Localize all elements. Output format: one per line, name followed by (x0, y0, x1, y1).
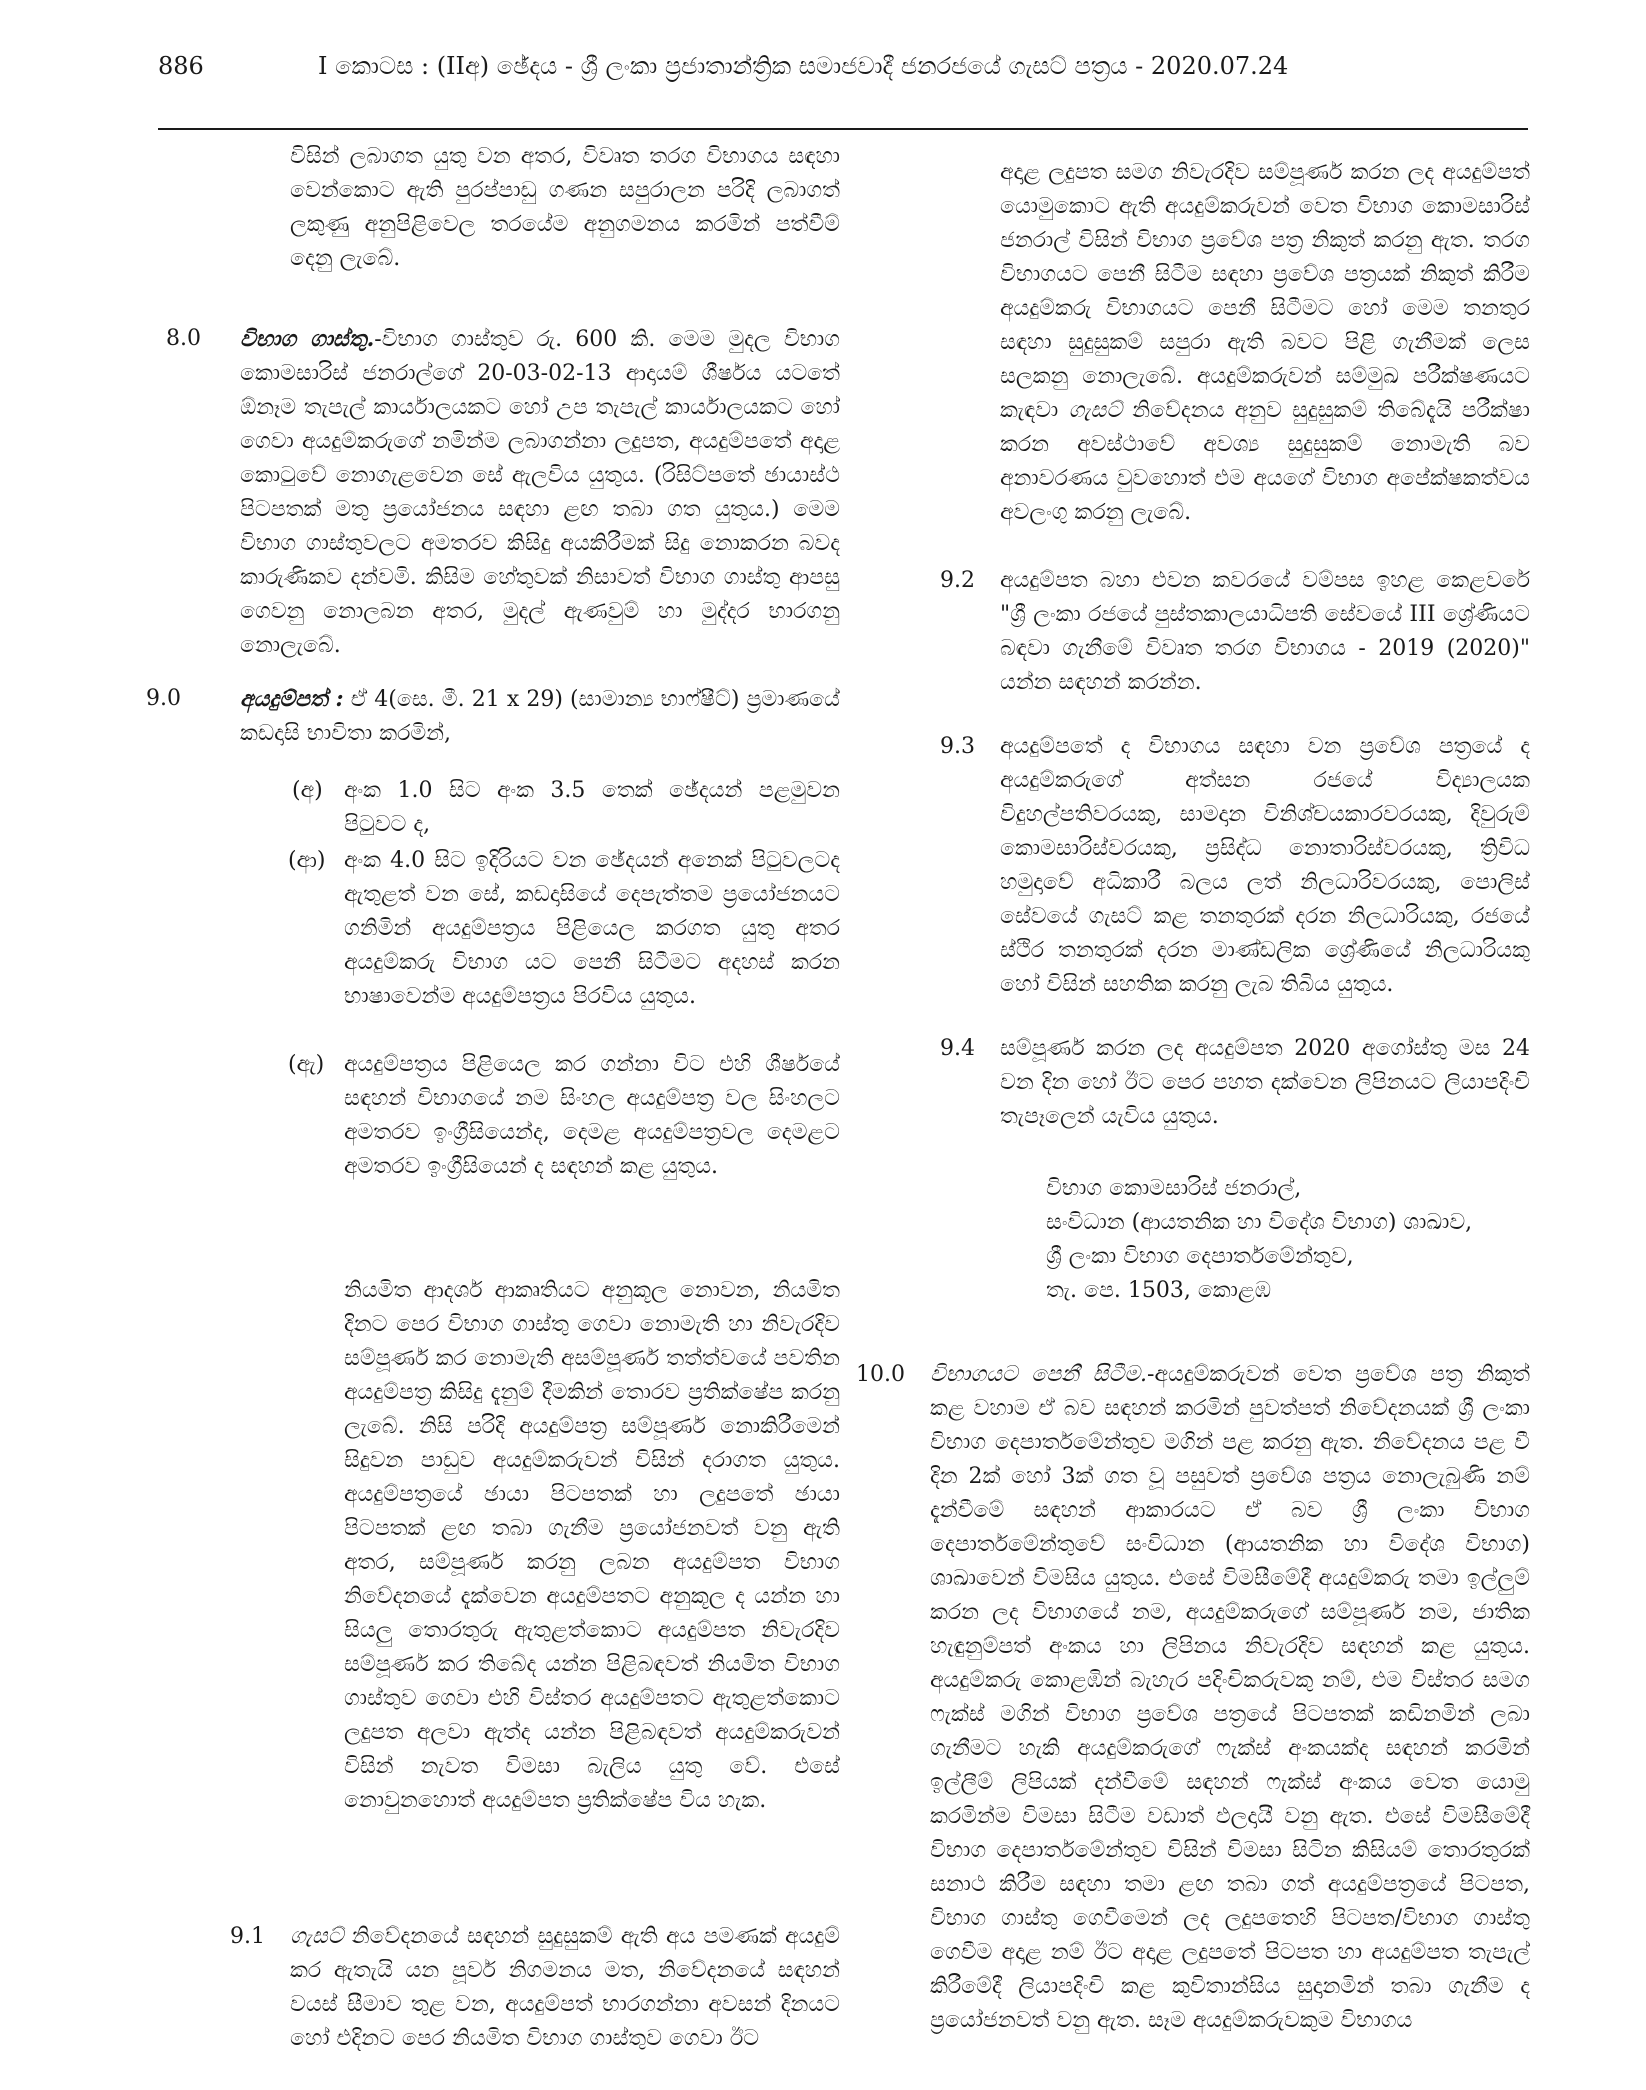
section-9 (146, 682, 840, 750)
section-8-number: 8.0 (166, 326, 201, 351)
section-9-3-number: 9.3 (940, 734, 975, 759)
intro-paragraph: විසින් ලබාගත යුතු වන අතර, විවෘත තරග විභාගය සඳහා වෙන්කොට ඇති පුරප්පාඩු ගණන සපුරාලන පරිදි ලබාගත් ලකුණු අනුපිළිවෙල තරයේම අනුගමනය කරමින් පත්වීම් දෙනු ලැබේ. (290, 144, 840, 271)
address-line-3: ශ්‍රී ලංකා විභාග දෙපාර්තමේන්තුව, (1046, 1244, 1354, 1269)
address-line-1: විභාග කොමසාරිස් ජනරාල්, (1046, 1176, 1302, 1201)
section-9-1-text: නිවේදනයේ සඳහන් සුදුසුකම් ඇති අය පමණක් අයදුම් කර ඇතැයි යන පූර්ව නිගමනය මත, නිවේදනයේ සඳහන් වයස් සීමාව තුළ වන, අයදුම්පත් භාරගන්නා අවසන් දිනයට හෝ එදිනට පෙර නියමිත විභාග ගාස්තුව ගෙවා ඊට (290, 1924, 840, 2051)
section-9-3-text: අයදුම්පතේ ද විභාගය සඳහා වන ප්‍රවේශ පත්‍රයේ ද අයදුම්කරුගේ අත්සන රජයේ විද්‍යාලයක විදුහල්පතිවරයකු, සාමදාන විනිශ්චයකාරවරයකු, දිවුරුම් කොමසාරිස්වරයකු, ප්‍රසිද්ධ නොතාරිස්වරයකු, ත්‍රිවිධ හමුදාවේ අධිකාරී බලය ලත් නිලධාරිවරයකු, පොලිස් සේවයේ ගැසට් කළ තනතුරක් දරන නිලධාරියකු, රජයේ ස්ථිර තනතුරක් දරන මාණ්ඩලික ශ්‍රේණියේ නිලධාරියකු හෝ විසින් සහතික කරනු ලැබ තිබිය යුතුය. (1000, 734, 1530, 997)
section-8-title: විභාග ගාස්තු. (240, 326, 375, 352)
continued-text: අදාළ ලදුපත සමග නිවැරදිව සම්පූර්ණ කරන ලද අයදුම්පත් යොමුකොට ඇති අයදුම්කරුවන් වෙත විභාග කොමසාරිස් ජනරාල් විසින් විභාග ප්‍රවේශ පත්‍ර නිකුත් කරනු ඇත. තරග විභාගයට පෙනී සිටීම සඳහා ප්‍රවේශ පත්‍රයක් නිකුත් කිරීම අයදුම්කරු විභාගයට පෙනී සිටීමට හෝ මෙම තනතුර සඳහා සුදුසුකම් සපුරා ඇති බවට පිළි ගැනීමක් ලෙස සලකනු නොලැබේ. අයදුම්කරුවන් සම්මුඛ පරීක්ෂණයට කැඳවා (1000, 160, 1530, 423)
page-header (158, 44, 1528, 94)
item-ae-label: (ඇ) (288, 1052, 325, 1077)
section-9-4 (860, 1032, 1530, 1134)
section-8 (166, 322, 840, 662)
item-aa-text: අංක 4.0 සිට ඉදිරියට වන ඡේදයන් අනෙක් පිටුවලටද ඇතුළත් වන සේ, කඩදාසියේ දෙපැත්තම ප්‍රයෝජනයට ගනිමින් අයදුම්පත්‍රය පිළියෙල කරගත යුතු අතර අයදුම්කරු විභාග යට පෙනී සිටීමට අදහස් කරන භාෂාවෙන්ම අයදුම්පත්‍රය පිරවිය යුතුය. (344, 848, 840, 1009)
section-9-2 (860, 564, 1530, 700)
section-9-3 (860, 730, 1530, 1002)
item-aa (288, 844, 840, 1048)
item-ae-text: අයදුම්පත්‍රය පිළියෙල කර ගන්නා විට එහි ශීර්ෂයේ සඳහන් විභාගයේ නම සිංහල අයදුම්පත්‍ර වල සිංහලට අමතරව ඉංග්‍රීසියෙන්ද, දෙමළ අයදුම්පත්‍රවල දෙමළට අමතරව ඉංග්‍රීසියෙන් ද සඳහන් කළ යුතුය. (344, 1052, 840, 1179)
item-ae (288, 1048, 840, 1218)
section-9-title: අයදුම්පත් : (240, 686, 344, 712)
section-9-1-body (290, 1920, 840, 2056)
header-rule (158, 128, 1528, 130)
item-a-text: අංක 1.0 සිට අංක 3.5 තෙක් ඡේදයන් පළමුවන පිටුවට ද, (344, 778, 840, 837)
section-9-text: ඒ 4(සෙ. මී. 21 x 29) (සාමාන්‍ය භාෆ්ෂීට්) ප්‍රමාණයේ කඩදාසි භාවිතා කරමින්, (240, 687, 840, 746)
section-10-text: -අයදුම්කරුවන් වෙත ප්‍රවේශ පත්‍ර නිකුත් කළ වහාම ඒ බව සඳහන් කරමින් පුවත්පත් නිවේදනයක් ශ්‍රී ලංකා විභාග දෙපාර්තමේන්තුව මගින් පළ කරනු ඇත. නිවේදනය පළ වී දින 2ක් හෝ 3ක් ගත වූ පසුවත් ප්‍රවේශ පත්‍රය නොලැබුණි නම් දැන්වීමේ සඳහන් ආකාරයට ඒ බව ශ්‍රී ලංකා විභාග දෙපාර්තමේන්තුවේ සංවිධාන (ආයතනික හා විදේශ විභාග) ශාඛාවෙන් විමසිය යුතුය. එසේ විමසීමේදී අයදුම්කරු තමා ඉල්ලුම් කරන ලද විභාගයේ නම, අයදුම්කරුගේ සම්පූර්ණ නම, ජාතික හැඳුනුම්පත් අංකය හා ලිපිනය නිවැරදිව සඳහන් කළ යුතුය. අයදුම්කරු කොළඹින් බැහැර පදිංචිකරුවකු නම්, එම විස්තර සමග ෆැක්ස් මගින් විභාග ප්‍රවේශ පත්‍රයේ පිටපතක් කඩිනමින් ලබා ගැනීමට හැකි අයදුම්කරුගේ ෆැක්ස් අංකයක්ද සඳහන් කරමින් ඉල්ලීම් ලිපියක් දන්වීමේ සඳහන් ෆැක්ස් අංකය වෙත යොමු කරමින්ම විමසා සිටීම වඩාත් ඵලදායී වනු ඇත. එසේ විමසීමේදී විභාග දෙපාර්තමේන්තුව විසින් විමසා සිටින කිසියම් තොරතුරක් සනාථ කිරීම සඳහා තමා ළඟ තබා ගත් අයදුම්පත්‍රයේ පිටපත, විභාග ගාස්තු ගෙවීමෙන් ලද ලදුපතෙහි පිටපත/විභාග ගාස්තු ගෙවීම අදාළ නම් ඊට අදාළ ලදුපතේ පිටපත හා අයදුම්පත තැපැල් කිරීමේදී ලියාපදිංචි කළ කුවිතාන්සිය සුදානමින් තබා ගැනීම ද ප්‍රයෝජනවත් වනු ඇත. සෑම අයදුම්කරුවකුම විභාගය (930, 1362, 1530, 2033)
section-9-body (240, 682, 840, 751)
section-9-2-text: අයදුම්පත බහා එවන කවරයේ වම්පස ඉහළ කෙළවරේ "ශ්‍රී ලංකා රජයේ පුස්තකාලයාධිපති සේවයේ III ශ්‍රේණියට බඳවා ගැනීමේ විවෘත තරග විභාගය - 2019 (2020)" යන්න සඳහන් කරන්න. (1000, 568, 1530, 695)
section-10 (856, 1358, 1530, 2033)
continued-text-2: නිවේදනය අනුව සුදුසුකම් තිබේදැයි පරීක්ෂා කරන අවස්ථාවේ අවශ්‍ය සුදුසුකම් නොමැති බව අනාවරණය වුවහොත් එම අයගේ විභාග අපේක්ෂකත්වය අවලංගු කරනු ලැබේ. (1000, 398, 1530, 525)
continued-paragraph (1000, 156, 1530, 530)
section-9-4-number: 9.4 (940, 1036, 975, 1061)
header-title: I කොටස : (IIඅ) ඡේදය - ශ්‍රී ලංකා ප්‍රජාතාන්ත්‍රික සමාජවාදී ජනරජයේ ගැසට් පත්‍රය - 2020.07.24 (318, 52, 1289, 80)
section-9-4-text: සම්පූර්ණ කරන ලද අයදුම්පත 2020 අගෝස්තු මස 24 වන දින හෝ ඊට පෙර පහත දක්වෙන ලිපිනයට ලියාපදිංචි තැපෑලෙන් යැවිය යුතුය. (1000, 1036, 1530, 1129)
section-10-title: විභාගයට පෙනී සිටීම. (930, 1362, 1148, 1387)
section-9-1-number: 9.1 (230, 1924, 265, 1949)
section-9-2-number: 9.2 (940, 568, 975, 593)
section-9-1 (180, 1920, 840, 2090)
item-a-label: (අ) (292, 778, 323, 803)
section-8-text: -විභාග ගාස්තුව රු. 600 කි. මෙම මුදල විභාග කොමසාරිස් ජනරාල්ගේ 20-03-02-13 ආදායම් ශීර්ෂය යටතේ ඕනෑම තැපැල් කාර්යාලයකට හෝ උප තැපැල් කාර්යාලයකට හෝ ගෙවා අයදුම්කරුගේ නමින්ම ලබාගන්නා ලදුපත, අයදුම්පතේ අදාළ කොටුවේ නොගැළවෙන සේ ඇලවිය යුතුය. (රිසිට්පතේ ඡායාස්ථ පිටපතක් මතු ප්‍රයෝජනය සඳහා ළඟ තබා ගත යුතුය.) මෙම විභාග ගාස්තුවලට අමතරව කිසිදු අයකිරීමක් සිදු නොකරන බවද කාරුණිකව දන්වමි. කිසිම හේතුවක් නිසාවත් විභාග ගාස්තු ආපසු ගෙවනු නොලබන අතර, මුදල් ඇණවුම් හා මුද්දර භාරගනු නොලැබේ. (240, 327, 840, 658)
address-line-4: තැ. පෙ. 1503, කොළඹ (1046, 1278, 1271, 1303)
continued-gazette: ගැසට් (1068, 398, 1123, 423)
paragraph-rejection: නියමිත ආදර්ශ ආකෘතියට අනුකූල නොවන, නියමිත දිනට පෙර විභාග ගාස්තු ගෙවා නොමැති හා නිවැරදිව සම්පූර්ණ කර නොමැති අසම්පූර්ණ තත්ත්වයේ පවතින අයදුම්පත්‍ර කිසිදු දැනුම් දීමකින් තොරව ප්‍රතික්ෂේප කරනු ලැබේ. නිසි පරිදි අයදුම්පත්‍ර සම්පූර්ණ නොකිරීමෙන් සිදුවන පාඩුව අයදුම්කරුවන් විසින් දරාගත යුතුය. අයදුම්පත්‍රයේ ඡායා පිටපතක් හා ලදුපතේ ඡායා පිටපතක් ළඟ තබා ගැනීම ප්‍රයෝජනවත් වනු ඇති අතර, සම්පූර්ණ කරනු ලබන අයදුම්පත විභාග නිවේදනයේ දැක්වෙන අයදුම්පතට අනුකූල ද යන්න හා සියලු තොරතුරු ඇතුළත්කොට අයදුම්පත නිවැරදිව සම්පූර්ණ කර තිබේද යන්න පිළිබඳවත් නියමිත විභාග ගාස්තුව ගෙවා එහි විස්තර අයදුම්පතට ඇතුළත්කොට ලදුපත අලවා ඇත්ද යන්න පිළිබඳවත් අයදුම්කරුවන් විසින් නැවත විමසා බැලිය යුතු වේ. එසේ නොවුනහොත් අයදුම්පත ප්‍රතික්ෂේප විය හැක. (344, 1278, 840, 1813)
section-8-body (240, 322, 840, 663)
address-line-2: සංවිධාන (ආයතනික හා විදේශ විභාග) ශාඛාව, (1046, 1210, 1473, 1235)
left-column (146, 140, 840, 2090)
address-block (1046, 1172, 1530, 1308)
section-10-number: 10.0 (856, 1362, 905, 1387)
item-aa-label: (ආ) (288, 848, 326, 873)
section-10-body (930, 1358, 1530, 2038)
page-number: 886 (158, 52, 204, 80)
section-9-number: 9.0 (146, 686, 181, 711)
section-9-1-title: ගැසට් (290, 1924, 344, 1949)
item-a (292, 774, 840, 842)
right-column (856, 140, 1530, 2033)
